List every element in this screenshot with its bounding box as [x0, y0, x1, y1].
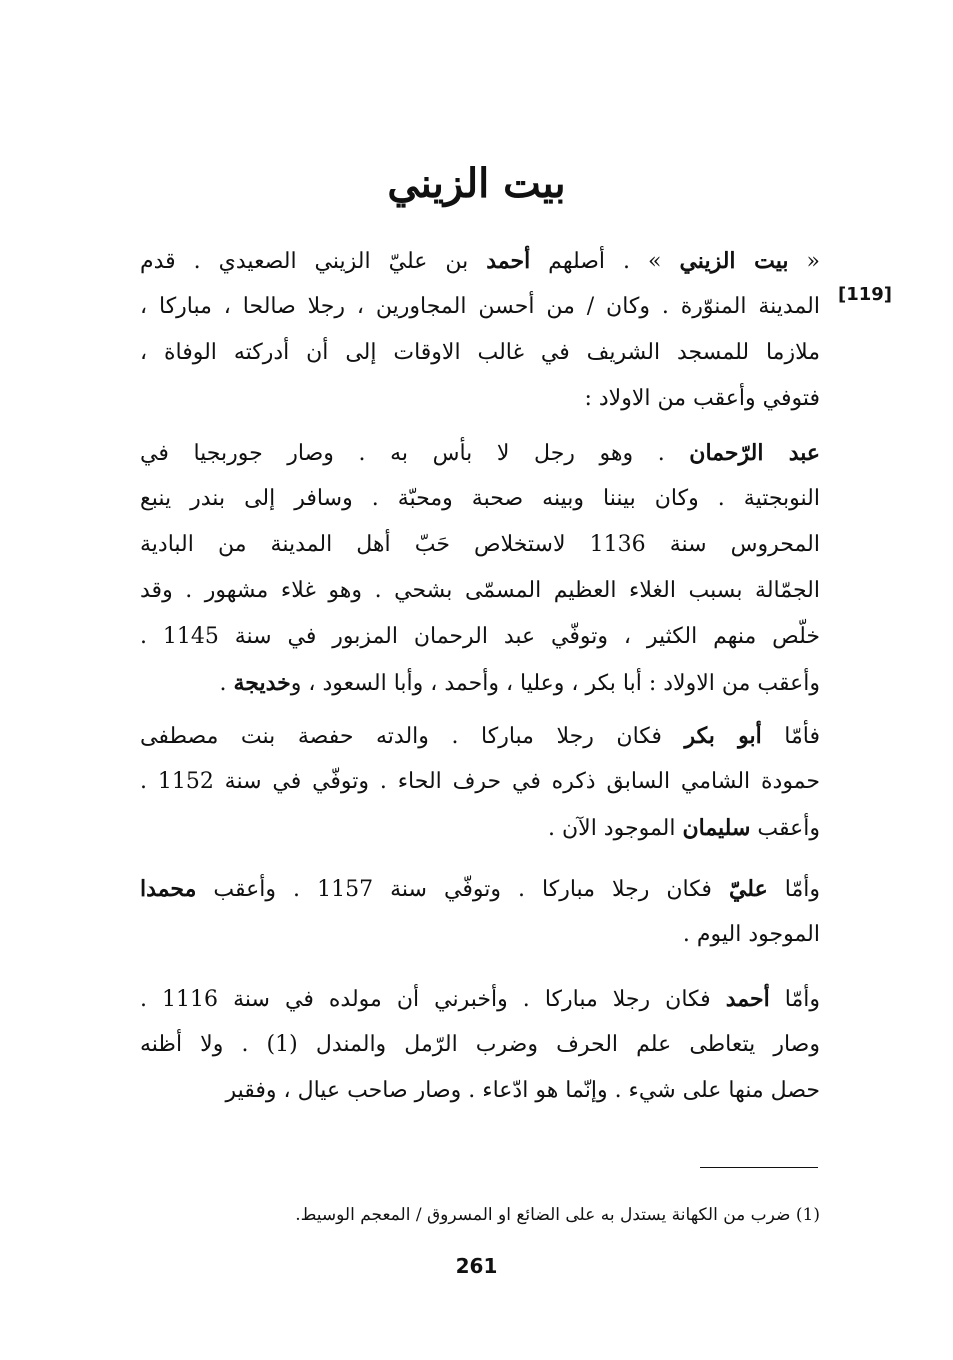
text-line: [140, 568, 820, 614]
bold-name: أحمد: [725, 986, 770, 1012]
text-line: [140, 660, 820, 706]
text-segment: فكان رجلا مباركا . وتوفّي سنة 1157 . وأعقب: [196, 877, 729, 902]
text-segment: المحروس سنة 1136 لاستخلاص حَبّ أهل المدينة من البادية: [140, 532, 820, 557]
text-segment: وأمّا: [769, 987, 820, 1012]
text-line: [140, 476, 820, 522]
text-line: [140, 238, 820, 284]
paragraph-abu-bakr: [140, 713, 820, 851]
text-segment: فكان رجلا مباركا . وأخبرني أن مولده في سنة 1116 .: [140, 987, 726, 1012]
text-line: [140, 866, 820, 912]
text-segment: فكان رجلا مباركا . والدته حفصة بنت مصطفى: [140, 724, 685, 749]
text-segment: وأعقب: [750, 816, 820, 841]
bold-name: بيت الزيني: [679, 248, 789, 274]
text-segment: خلّص منهم الكثير ، وتوفّي عبد الرحمان المزبور في سنة 1145 .: [140, 624, 820, 649]
text-line: [140, 1022, 820, 1068]
margin-page-reference: [119]: [838, 284, 893, 305]
text-line: [140, 614, 820, 660]
text-segment: المدينة المنوّرة . وكان / من أحسن المجاورين ، رجلا صالحا ، مباركا ،: [140, 294, 820, 319]
paragraph-ahmad: [140, 976, 820, 1114]
text-line: [140, 976, 820, 1022]
bold-name: عليّ: [728, 876, 768, 902]
text-segment: حصل منها على شيء . وإنّما هو ادّعاء . وصار صاحب عيال ، وفقير: [225, 1078, 820, 1103]
bold-name: خديجة: [233, 670, 291, 696]
text-line: [140, 759, 820, 805]
paragraph-intro: [140, 238, 820, 422]
text-segment: فتوفي وأعقب من الاولاد :: [584, 386, 820, 411]
text-segment: الموجود اليوم .: [682, 922, 820, 947]
bold-name: سليمان: [682, 815, 751, 841]
text-line: [140, 522, 820, 568]
text-segment: الموجود الآن .: [548, 816, 683, 841]
text-segment: وأمّا: [767, 877, 820, 902]
bold-name: محمدا: [140, 876, 197, 902]
footnote: (1) ضرب من الكهانة يستدل به على الضائع او المسروق / المعجم الوسيط.: [295, 1205, 820, 1225]
text-line: [140, 805, 820, 851]
text-line: [140, 1068, 820, 1114]
text-segment: » . أصلهم: [530, 249, 680, 274]
paragraph-abd-al-rahman: [140, 430, 820, 706]
text-segment: بن عليّ الزيني الصعيدي . قدم: [140, 249, 487, 274]
text-line: [140, 376, 820, 422]
paragraph-ali: [140, 866, 820, 958]
text-line: [140, 430, 820, 476]
text-segment: النوبجتية . وكان بيننا وبينه صحبة ومحبّة . وسافر إلى بندر ينبع: [140, 486, 820, 511]
text-segment: فأمّا: [761, 724, 820, 749]
text-segment: وأعقب من الاولاد : أبا بكر ، وعليا ، وأحمد ، وأبا السعود ، و: [290, 671, 820, 696]
text-segment: وصار يتعاطى علم الحرف وضرب الرّمل والمندل (1) . ولا أظنه: [140, 1032, 820, 1057]
page-title: بيت الزيني: [387, 160, 566, 207]
text-line: [140, 330, 820, 376]
text-segment: .: [219, 671, 234, 696]
bold-name: أحمد: [486, 248, 531, 274]
bold-name: أبو بكر: [684, 723, 762, 749]
text-line: [140, 284, 820, 330]
text-segment: الجمّالة بسبب الغلاء العظيم المسمّى بشحي . وهو غلاء مشهور . وقد: [140, 578, 820, 603]
text-segment: ملازما للمسجد الشريف في غالب الاوقات إلى أن أدركته الوفاة ،: [140, 340, 820, 365]
text-segment: حمودة الشامي السابق ذكره في حرف الحاء . وتوفّي في سنة 1152 .: [140, 769, 820, 794]
bold-name: عبد الرّحمان: [689, 440, 820, 466]
text-line: [140, 912, 820, 958]
footnote-divider: [700, 1167, 818, 1168]
text-segment: . وهو رجل لا بأس به . وصار جوربجيا في: [140, 441, 690, 466]
text-segment: «: [788, 249, 820, 274]
page-number: 261: [455, 1254, 498, 1278]
text-line: [140, 713, 820, 759]
